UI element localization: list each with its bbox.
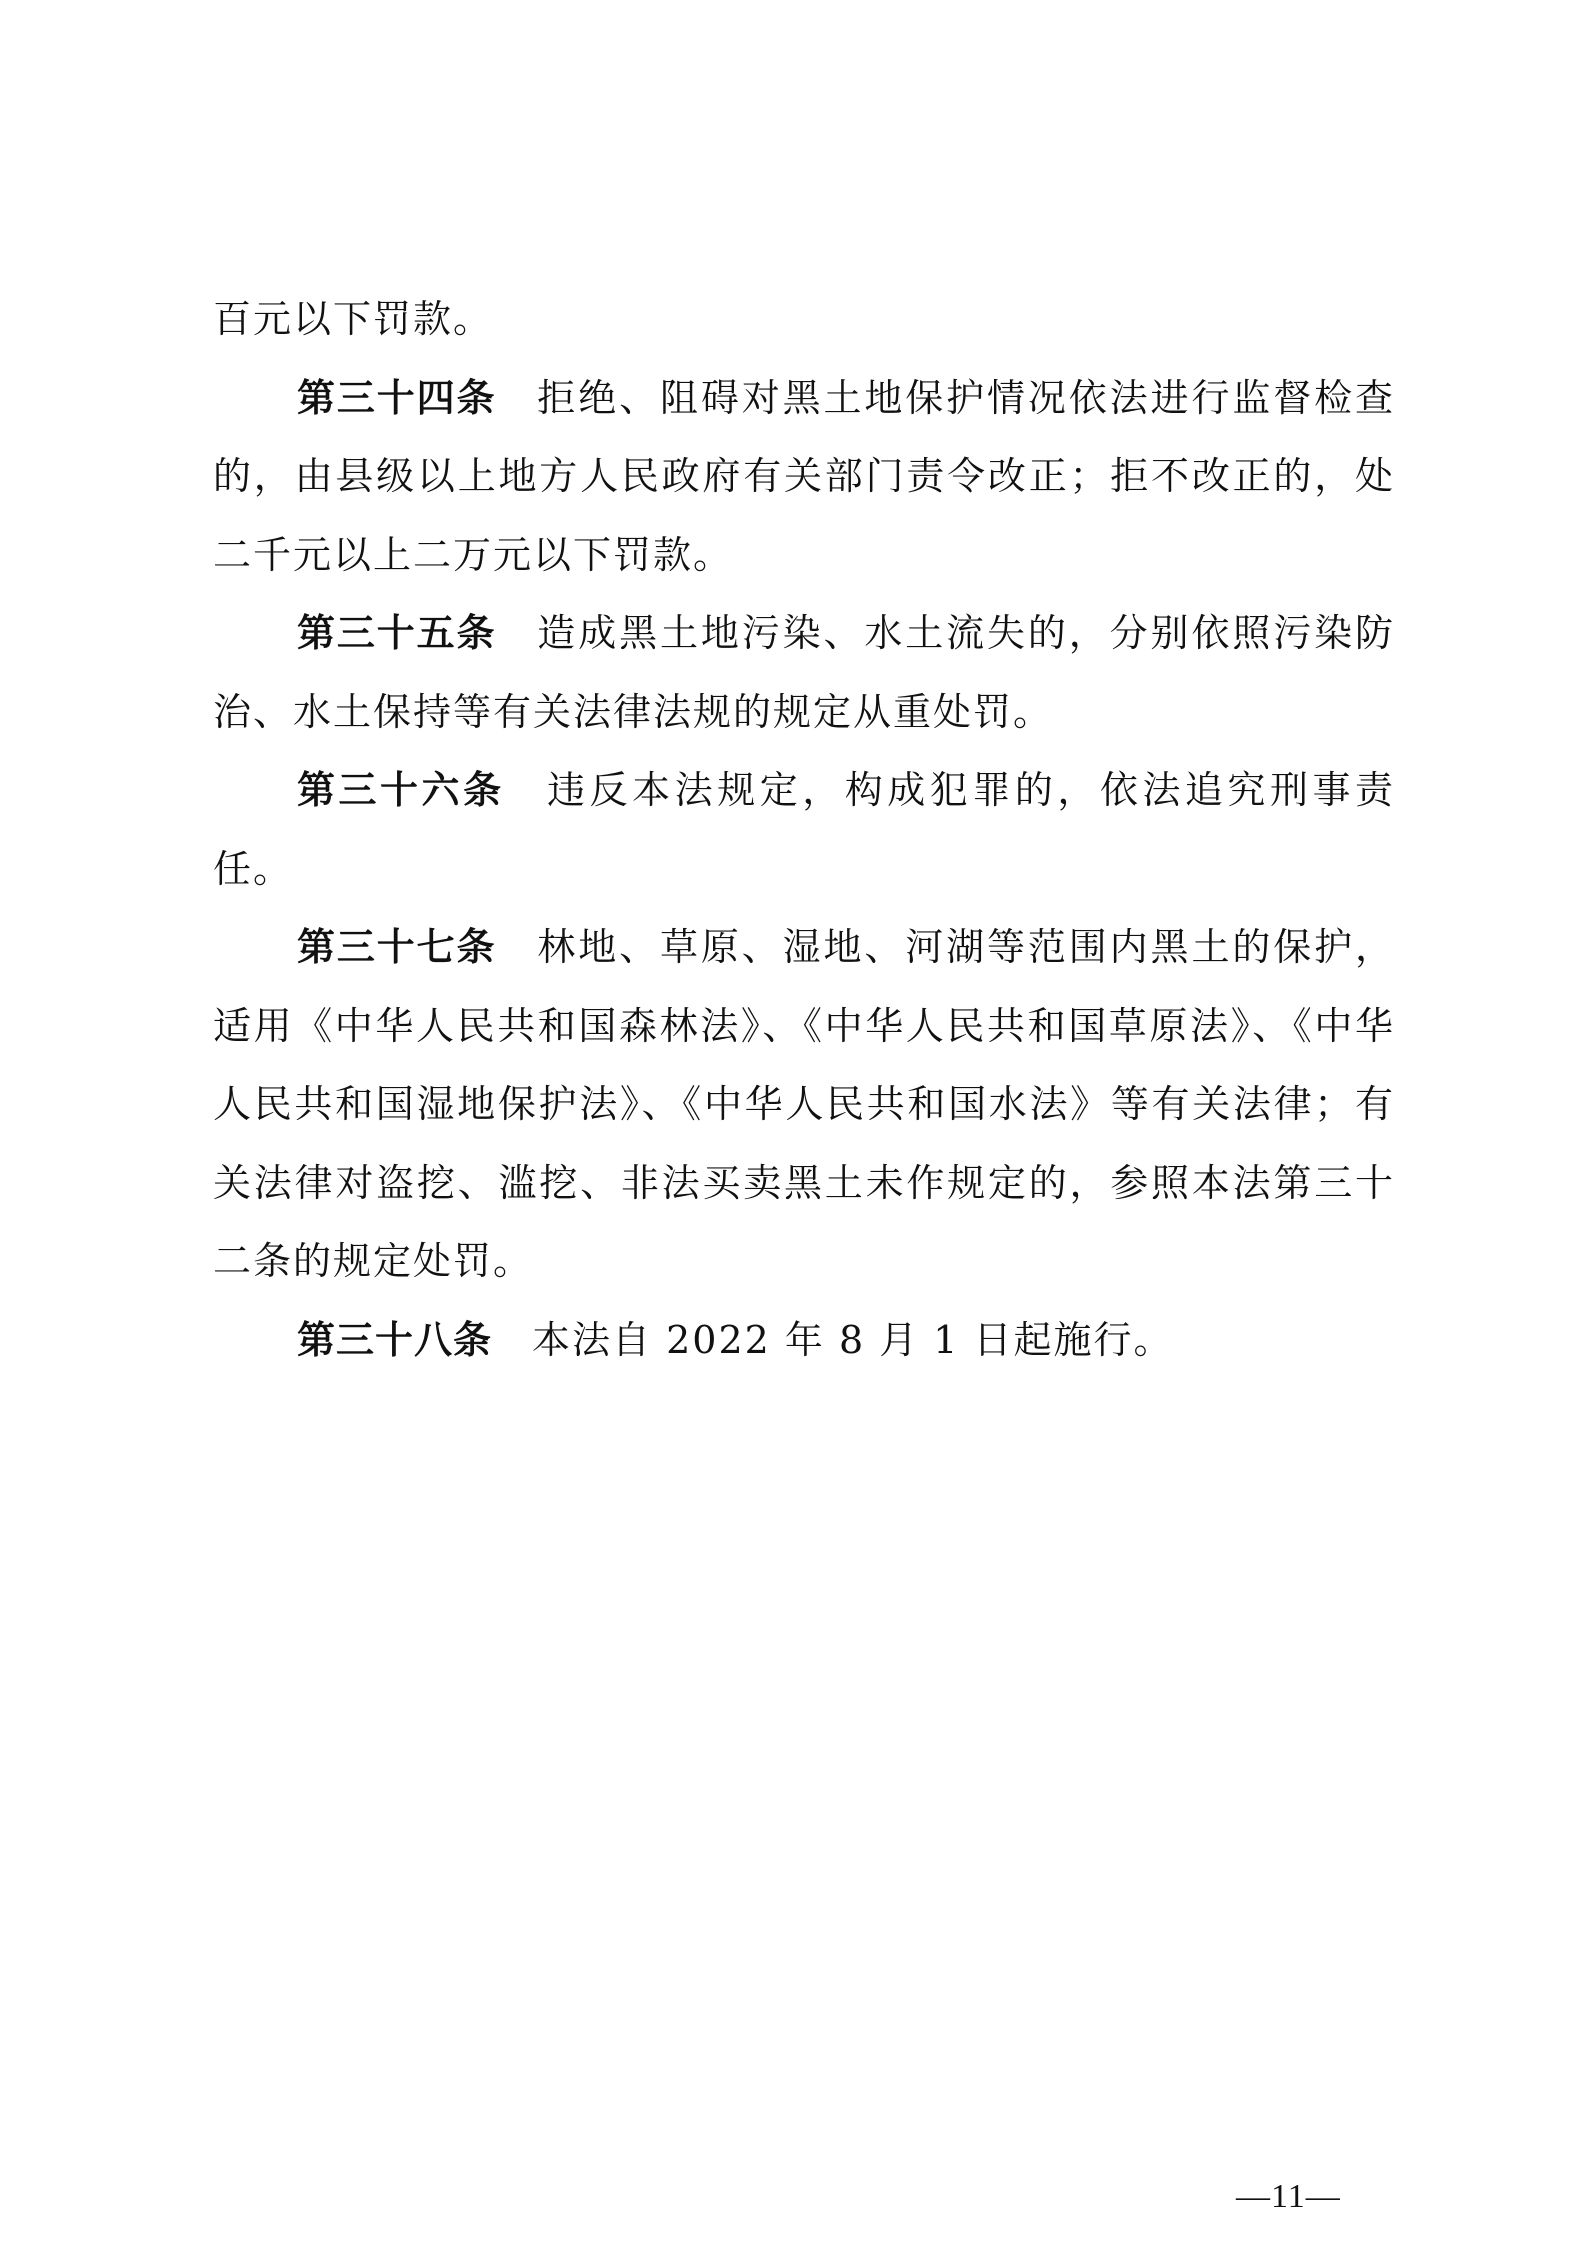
- article-text: 拒绝、阻碍对黑土地保护情况依法进行监督检查的，由县级以上地方人民政府有关部门责令改正；拒不改正的，处二千元以上二万元以下罚款。: [213, 375, 1395, 577]
- document-body: [213, 280, 1395, 1379]
- article-text: 林地、草原、湿地、河湖等范围内黑土的保护，适用《中华人民共和国森林法》、《中华人民共和国草原法》、《中华人民共和国湿地保护法》、《中华人民共和国水法》等有关法律；有关法律对盗挖、滥挖、非法买卖黑土未作规定的，参照本法第三十二条的规定处罚。: [213, 925, 1395, 1283]
- article-34: [213, 359, 1395, 595]
- article-text: 本法自 2022 年 8 月 1 日起施行。: [532, 1317, 1174, 1362]
- continuation-paragraph: [213, 280, 1395, 359]
- article-heading: 第三十四条: [297, 375, 497, 420]
- article-36: [213, 751, 1395, 908]
- article-35: [213, 594, 1395, 751]
- article-text: 违反本法规定，构成犯罪的，依法追究刑事责任。: [213, 768, 1395, 891]
- continuation-text: 百元以下罚款。: [213, 297, 494, 341]
- article-text: 造成黑土地污染、水土流失的，分别依照污染防治、水土保持等有关法律法规的规定从重处罚。: [213, 611, 1395, 734]
- article-37: [213, 908, 1395, 1301]
- article-heading: 第三十八条: [297, 1317, 493, 1362]
- article-heading: 第三十五条: [297, 611, 497, 655]
- article-heading: 第三十六条: [297, 768, 505, 812]
- article-heading: 第三十七条: [297, 925, 497, 969]
- article-38: [213, 1301, 1395, 1380]
- page-number: —11—: [1236, 2178, 1341, 2215]
